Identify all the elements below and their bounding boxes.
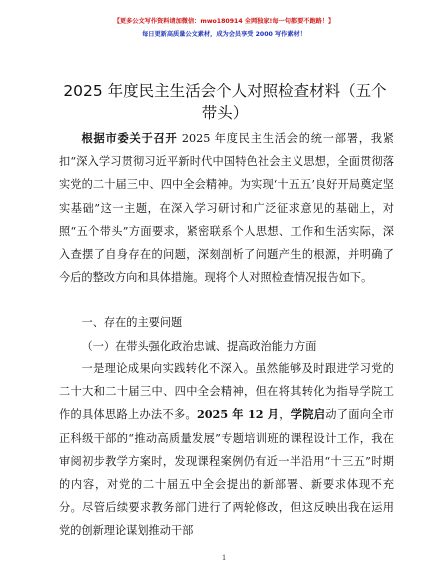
page-number: 1	[222, 553, 226, 562]
promo-banner-line-2[interactable]: 每日更新高质量公文素材，成为会员享受 2000 写作素材！	[142, 31, 306, 38]
intro-paragraph	[59, 127, 394, 289]
intro-text: 2025 年度民主生活会的统一部署，我紧扣“深入学习贯彻习近平新时代中国特色社会主义思想，全面贯彻落实党的二十届三中、四中全会精神。为实现‘十五五’良好开局奠定坚实基础”这一主题，在深入学习研讨和广泛征求意见的基础上，对照“五个带头”方面要求，紧密联系个人思想、工作和生活实际，深入查摆了自身存在的问题，深刻剖析了问题产生的根源，并明确了今后的整改方向和具体措施。现将个人对照检查情况报告如下。	[59, 132, 394, 285]
problem-text-comma: ，	[279, 408, 291, 422]
promo-banner-line-1[interactable]: 【更多公文写作资料请加微信：mwo180914 全网独家!每一句都要不跑路！】	[113, 18, 335, 25]
section-heading: 一、存在的主要问题	[81, 316, 183, 329]
problem-text-part-1: 一是理论成果向实践转化不深入。虽然能够及时跟进学习党的二十大和二十届三中、四中全会精神，但在将其转化为指导学院工作的具体思路上办法不多。	[59, 362, 394, 422]
subsection-heading: （一）在带头强化政治忠诚、提高政治能力方面	[81, 340, 317, 353]
problem-date-bold: 2025 年 12 月	[196, 407, 280, 422]
problem-institute-bold: 学院启	[290, 407, 326, 422]
problem-paragraph	[59, 357, 394, 543]
problem-text-part-2: 动了面向全市正科级干部的“推动高质量发展”专题培训班的课程设计工作，我在审阅初步教学方案时，发现课程案例仍有近一半沿用“十三五”时期的内容，对党的二十届五中全会提出的新部署、新要求体现不充分。尽管后续要求教务部门进行了两轮修改，但这反映出我在运用党的创新理论谋划推动干部	[59, 408, 394, 538]
document-title: 2025 年度民主生活会个人对照检查材料（五个带头）	[63, 82, 387, 122]
intro-lead-bold: 根据市委关于召开	[81, 131, 178, 145]
